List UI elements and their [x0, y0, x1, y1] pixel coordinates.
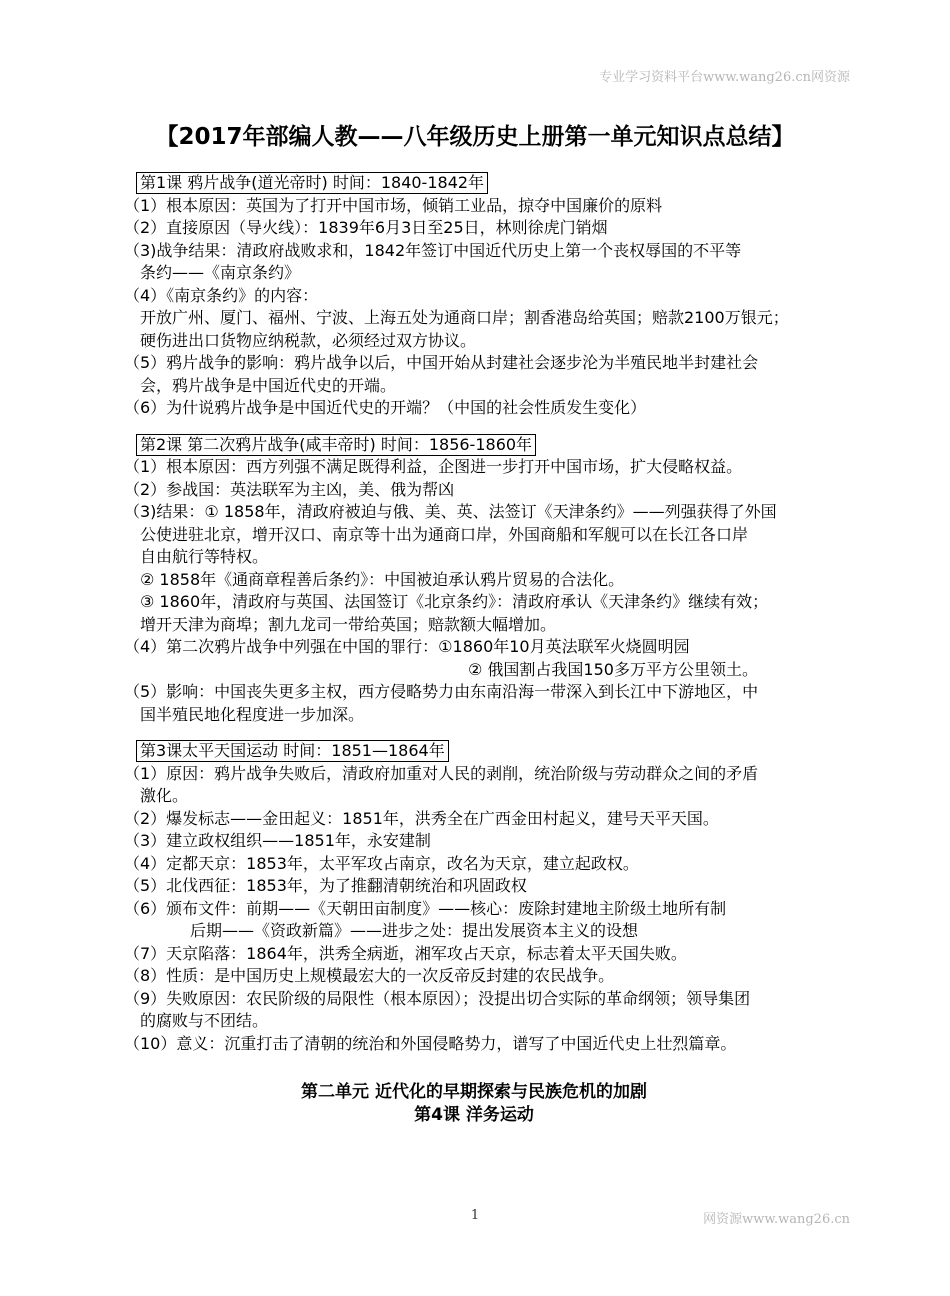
lesson1-header: 第1课 鸦片战争(道光帝时) 时间：1840-1842年	[136, 172, 488, 194]
lesson3-header: 第3课太平天国运动 时间：1851—1864年	[136, 740, 449, 762]
lesson2-header-row	[124, 434, 824, 457]
lesson3-line-9: （7）天京陷落：1864年，洪秀全病逝，湘军攻占天京，标志着太平天国失败。	[124, 943, 687, 963]
lesson1-line-1: （1）根本原因：英国为了打开中国市场，倾销工业品，掠夺中国廉价的原料	[124, 195, 663, 215]
lesson1-line-3: （3)战争结果：清政府战败求和，1842年签订中国近代历史上第一个丧权辱国的不平等	[124, 240, 742, 260]
lesson3-line-4: （3）建立政权组织——1851年，永安建制	[124, 831, 431, 850]
lesson1-line-10: （6）为什说鸦片战争是中国近代史的开端？（中国的社会性质发生变化）	[124, 398, 647, 417]
lesson2-line-7: ③ 1860年，清政府与英国、法国签订《北京条约》：清政府承认《天津条约》继续有效；	[140, 592, 769, 611]
watermark-bottom: 网资源www.wang26.cn	[703, 1212, 850, 1227]
lesson2-line-11: （5）影响：中国丧失更多主权，西方侵略势力由东南沿海一带深入到长江中下游地区，中	[124, 682, 759, 701]
lesson3-header-row	[124, 740, 824, 763]
lesson1-header-row	[124, 172, 824, 195]
lesson3-line-8: 后期——《资政新篇》——进步之处：提出发展资本主义的设想	[190, 921, 639, 940]
lesson2-line-3: （3)结果：① 1858年，清政府被迫与俄、美、英、法签订《天津条约》——列强获得了外国	[124, 502, 777, 521]
page-title: 【2017年部编人教——八年级历史上册第一单元知识点总结】	[155, 124, 795, 150]
lesson2-line-12: 国半殖民地化程度进一步加深。	[140, 704, 365, 724]
lesson3-line-6: （5）北伐西征：1853年，为了推翻清朝统治和巩固政权	[124, 876, 527, 895]
lesson1-line-4: 条约——《南京条约》	[140, 263, 301, 282]
watermark-top: 专业学习资料平台www.wang26.cn网资源	[599, 70, 850, 85]
lesson2-header: 第2课 第二次鸦片战争(咸丰帝时) 时间：1856-1860年	[136, 434, 536, 456]
lesson3-line-7: （6）颁布文件：前期——《天朝田亩制度》——核心：废除封建地主阶级土地所有制	[124, 898, 727, 918]
lesson2-line-5: 自由航行等特权。	[140, 547, 269, 566]
lesson1-line-9: 会，鸦片战争是中国近代史的开端。	[140, 375, 397, 395]
lesson3-line-11: （9）失败原因：农民阶级的局限性（根本原因）；没提出切合实际的革命纲领；领导集团	[124, 988, 751, 1008]
lesson3-line-1: （1）原因：鸦片战争失败后，清政府加重对人民的剥削，统治阶级与劳动群众之间的矛盾	[124, 763, 759, 783]
lesson1-line-5: （4）《南京条约》的内容：	[124, 285, 319, 305]
lesson4-title: 第4课 洋务运动	[414, 1104, 534, 1125]
lesson1-line-8: （5）鸦片战争的影响：鸦片战争以后，中国开始从封建社会逐步沦为半殖民地半封建社会	[124, 353, 759, 372]
lesson2-line-6: ② 1858年《通商章程善后条约》：中国被迫承认鸦片贸易的合法化。	[140, 569, 625, 589]
lesson2-line-1: （1）根本原因：西方列强不满足既得利益，企图进一步打开中国市场，扩大侵略权益。	[124, 457, 743, 476]
lesson3-line-5: （4）定都天京：1853年，太平军攻占南京，改名为天京，建立起政权。	[124, 853, 639, 873]
lesson3-line-10: （8）性质：是中国历史上规模最宏大的一次反帝反封建的农民战争。	[124, 966, 615, 985]
page-number: 1	[470, 1208, 480, 1223]
lesson2-line-2: （2）参战国：英法联军为主凶，美、俄为帮凶	[124, 479, 455, 499]
lesson3-line-3: （2）爆发标志——金田起义：1851年，洪秀全在广西金田村起义，建号天平天国。	[124, 808, 719, 828]
lesson1-line-7: 硬伤进出口货物应纳税款，必须经过双方协议。	[140, 330, 477, 350]
document-body	[124, 172, 824, 1126]
lesson3-line-13: （10）意义：沉重打击了清朝的统治和外国侵略势力，谱写了中国近代史上壮烈篇章。	[124, 1033, 737, 1053]
lesson2-line-10: ② 俄国割占我国150多万平方公里领土。	[468, 659, 758, 679]
lesson2-line-4: 公使进驻北京，增开汉口、南京等十出为通商口岸，外国商船和军舰可以在长江各口岸	[140, 524, 749, 544]
unit2-title: 第二单元 近代化的早期探索与民族危机的加剧	[301, 1082, 647, 1102]
lesson3-line-2: 激化。	[140, 786, 189, 805]
lesson2-line-9: （4）第二次鸦片战争中列强在中国的罪行：①1860年10月英法联军火烧圆明园	[124, 637, 690, 656]
lesson1-line-6: 开放广州、厦门、福州、宁波、上海五处为通商口岸；割香港岛给英国；赔款2100万银元；	[140, 308, 789, 327]
lesson1-line-2: （2）直接原因（导火线）：1839年6月3日至25日，林则徐虎门销烟	[124, 218, 608, 237]
lesson2-line-8: 增开天津为商埠；割九龙司一带给英国；赔款额大幅增加。	[140, 614, 557, 634]
lesson3-line-12: 的腐败与不团结。	[140, 1011, 269, 1030]
